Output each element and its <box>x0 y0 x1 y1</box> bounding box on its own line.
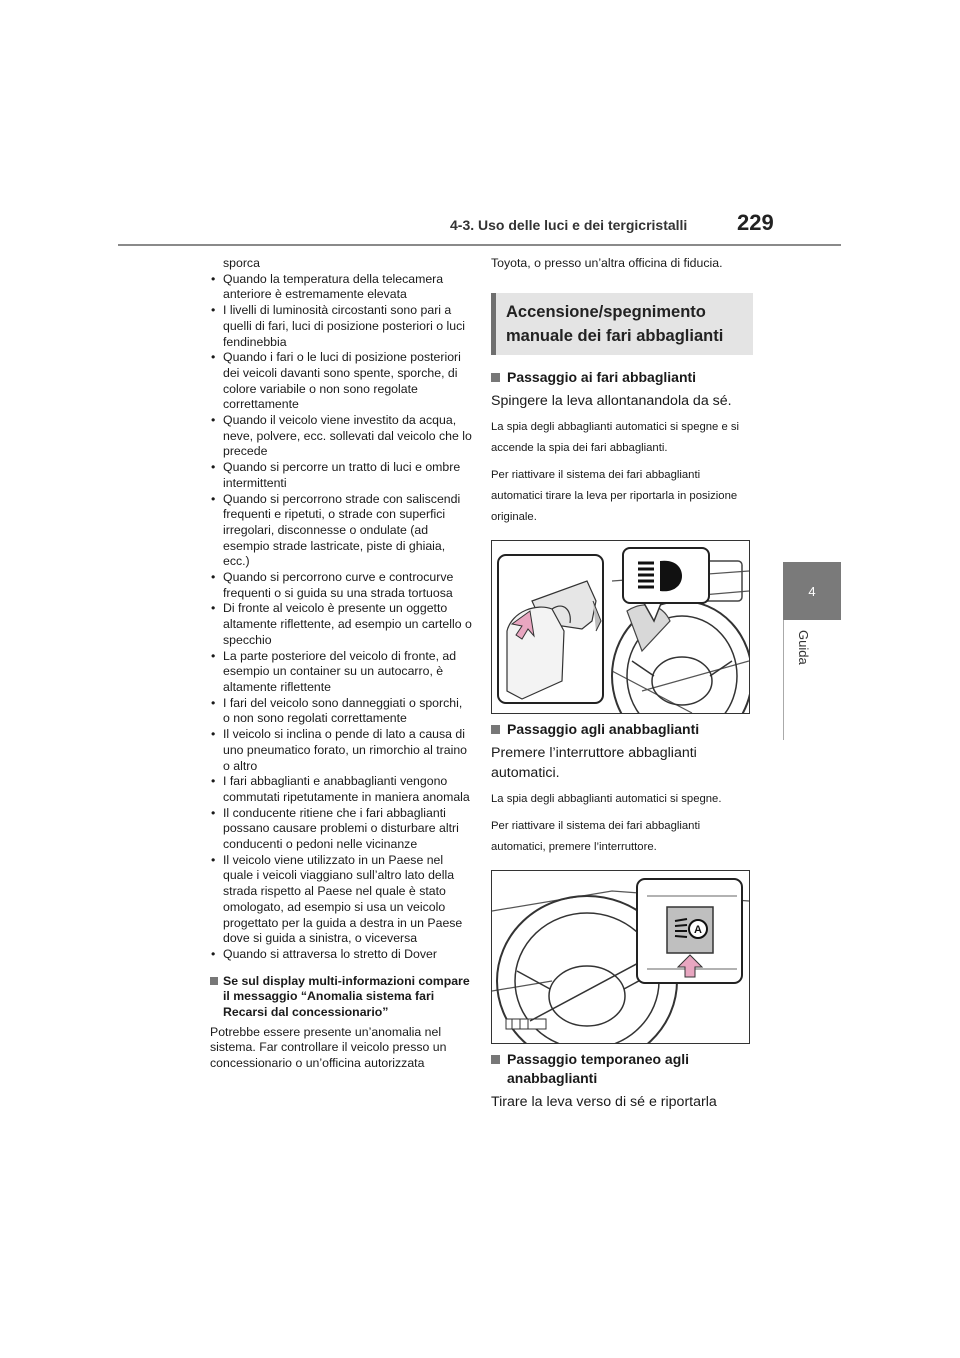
note-text: La spia degli abbaglianti automatici si spegne e si accende la spia dei fari abbaglianti. <box>491 420 740 454</box>
header-rule <box>118 244 841 246</box>
page-number: 229 <box>737 210 774 235</box>
list-item: • I fari del veicolo sono danneggiati o sporchi, o non sono regolati correttamente <box>210 696 472 727</box>
list-item: • Quando i fari o le luci di posizione posteriori dei veicoli davanti sono spente, sporche, di colore variabile o non sono regolate correttamente <box>210 350 472 413</box>
list-item: • Quando si percorrono strade con saliscendi frequenti e ripetuti, o strade con superfici irregolari, disconnesse o ondulate (ad esempio strade lastricate, piste di ghiaia, ecc.) <box>210 492 472 571</box>
continued-text: sporca <box>223 256 260 270</box>
subheading-high-beam <box>491 368 753 387</box>
list-item: • Di fronte al veicolo è presente un oggetto altamente riflettente, ad esempio un cartello o specchio <box>210 601 472 648</box>
right-column <box>491 256 753 1112</box>
note-text: La spia degli abbaglianti automatici si spegne. <box>491 792 722 805</box>
list-item: • Quando si attraversa lo stretto di Dover <box>210 947 472 963</box>
auto-icon-letter: A <box>694 923 702 936</box>
chapter-label: Guida <box>796 630 811 665</box>
list-item: • Il veicolo viene utilizzato in un Paese nel quale i veicoli viaggiano sull’altro lato della strada rispetto al Paese nel quale è stato omologato, ad esempio si usa un veicolo progettato per la guida a destra in un Paese dove si guida a sinistra, o viceversa <box>210 853 472 947</box>
chapter-number: 4 <box>808 583 816 599</box>
condition-list <box>210 272 472 963</box>
lever-illustration <box>491 540 750 714</box>
instruction-text: Premere l’interruttore abbaglianti automatici. <box>491 744 697 781</box>
square-bullet-icon <box>210 977 218 985</box>
chapter-tab-rule <box>783 620 784 740</box>
subheading-temporary-low-beam <box>491 1050 753 1088</box>
intro-text: Toyota, o presso un’altra officina di fiducia. <box>491 256 723 270</box>
list-item: • Quando si percorre un tratto di luci e ombre intermittenti <box>210 460 472 491</box>
note-body: Potrebbe essere presente un’anomalia nel sistema. Far controllare il veicolo presso un concessionario o un’officina autorizzata <box>210 1024 447 1071</box>
list-item: • La parte posteriore del veicolo di fronte, ad esempio un container su un autocarro, è altamente riflettente <box>210 649 472 696</box>
list-item: • I livelli di luminosità circostanti sono pari a quelli di fari, luci di posizione posteriori o luci fendinebbia <box>210 303 472 350</box>
subheading-low-beam <box>491 720 753 739</box>
note-text: Per riattivare il sistema dei fari abbaglianti automatici, premere l’interruttore. <box>491 819 701 853</box>
lever-illustration-svg <box>492 541 749 713</box>
note-heading <box>210 974 472 1021</box>
list-item: • I fari abbaglianti e anabbaglianti vengono commutati ripetutamente in maniera anomala <box>210 774 472 805</box>
subheading-text: Passaggio ai fari abbaglianti <box>507 368 697 385</box>
section-title: Accensione/spegnimento manuale dei fari abbaglianti <box>491 293 753 355</box>
chapter-tab <box>783 562 841 620</box>
square-bullet-icon <box>491 1055 500 1064</box>
subheading-text: Passaggio temporaneo agli anabbaglianti <box>507 1050 690 1086</box>
list-item: • Il conducente ritiene che i fari abbaglianti possano causare problemi o disturbare altri conducenti o pedoni nelle vicinanze <box>210 806 472 853</box>
subheading-text: Passaggio agli anabbaglianti <box>507 720 700 737</box>
list-item: • Quando il veicolo viene investito da acqua, neve, polvere, ecc. sollevati dal veicolo che lo precede <box>210 413 472 460</box>
switch-illustration-svg <box>492 871 749 1043</box>
square-bullet-icon <box>491 373 500 382</box>
note-text: Per riattivare il sistema dei fari abbaglianti automatici tirare la leva per riportarla in posizione originale. <box>491 468 738 523</box>
left-column <box>210 256 472 1072</box>
list-item: • Quando la temperatura della telecamera anteriore è estremamente elevata <box>210 272 472 303</box>
switch-illustration <box>491 870 750 1044</box>
instruction-text: Tirare la leva verso di sé e riportarla <box>491 1093 717 1110</box>
note-heading-text: Se sul display multi-informazioni compare il messaggio “Anomalia sistema fari Recarsi dal concessionario” <box>223 973 470 1020</box>
list-item: • Quando si percorrono curve e controcurve frequenti o si guida su una strada tortuosa <box>210 570 472 601</box>
header-section-title: 4-3. Uso delle luci e dei tergicristalli <box>450 217 688 233</box>
instruction-text: Spingere la leva allontanandola da sé. <box>491 392 732 409</box>
square-bullet-icon <box>491 725 500 734</box>
list-item: • Il veicolo si inclina o pende di lato a causa di uno pneumatico forato, un rimorchio al traino o altro <box>210 727 472 774</box>
